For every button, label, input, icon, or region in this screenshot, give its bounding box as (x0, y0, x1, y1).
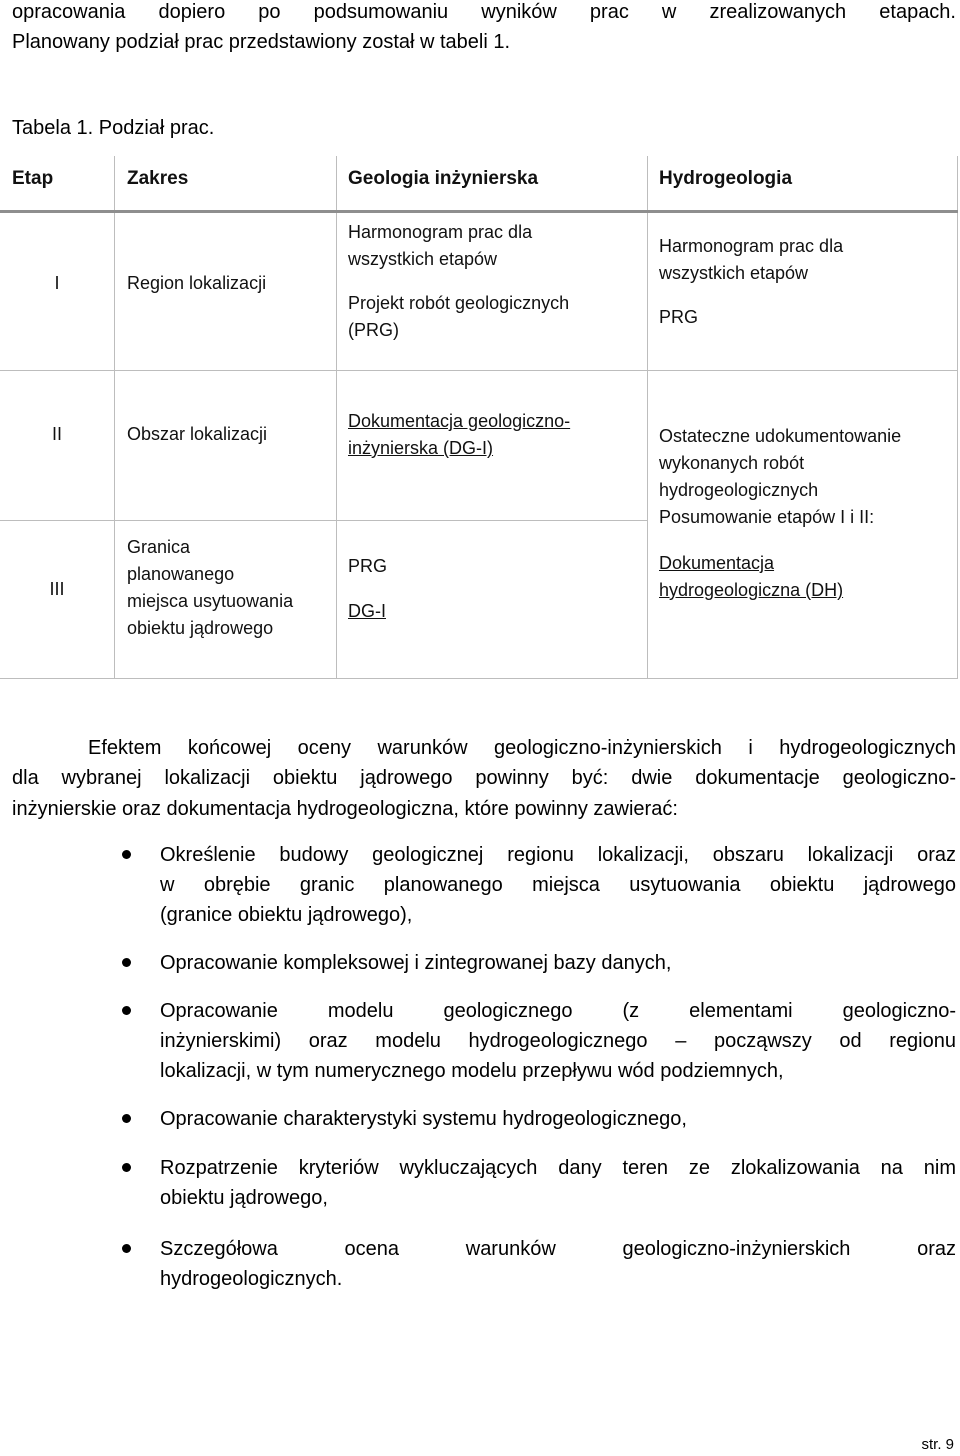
bullet-3-line-1: Opracowanie modelu geologicznego (z elementami geologiczno- (160, 1000, 956, 1022)
row1-geo-b: wszystkich etapów (348, 249, 498, 269)
paragraph-line-3: inżynierskie oraz dokumentacja hydrogeologiczna, które powinny zawierać: (12, 798, 678, 820)
intro-line-1: opracowania dopiero po podsumowaniu wyników prac w zrealizowanych etapach. (12, 1, 956, 23)
row-rule (0, 520, 648, 521)
bullet-5-line-2: obiektu jądrowego, (160, 1187, 328, 1209)
table-caption: Tabela 1. Podział prac. (12, 117, 215, 139)
bullet-4-line-1: Opracowanie charakterystyki systemu hydrogeologicznego, (160, 1108, 687, 1130)
bullet-icon (122, 1006, 131, 1015)
row-rule (0, 370, 958, 371)
row2-etap: II (51, 424, 62, 444)
paragraph-line-2: dla wybranej lokalizacji obiektu jądrowego powinny być: dwie dokumentacje geologiczno- (12, 767, 956, 789)
paragraph-line-1: Efektem końcowej oceny warunków geologiczno-inżynierskich i hydrogeologicznych (88, 737, 956, 759)
row2-zakres: Obszar lokalizacji (127, 424, 268, 444)
row1-zakres: Region lokalizacji (127, 273, 267, 293)
header-hydrogeologia: Hydrogeologia (659, 168, 793, 189)
row1-hydro-c: PRG (659, 307, 699, 327)
bullet-icon (122, 958, 131, 967)
row3-etap: III (49, 579, 65, 599)
row3-geo-a: PRG (348, 556, 388, 576)
bullet-icon (122, 1114, 131, 1123)
bullet-2-line-1: Opracowanie kompleksowej i zintegrowanej bazy danych, (160, 952, 672, 974)
row1-hydro-b: wszystkich etapów (659, 263, 809, 283)
intro-line-2: Planowany podział prac przedstawiony został w tabeli 1. (12, 31, 511, 53)
row2-geo-b: inżynierska (DG-I) (348, 438, 494, 458)
row1-etap: I (54, 273, 60, 293)
bullet-icon (122, 1244, 131, 1253)
bullet-1-line-2: w obrębie granic planowanego miejsca usytuowania obiektu jądrowego (160, 874, 956, 896)
row3-zakres-c: miejsca usytuowania (127, 591, 294, 611)
table-divider (114, 156, 115, 679)
row2-geo-a: Dokumentacja geologiczno- (348, 411, 571, 431)
bullet-icon (122, 850, 131, 859)
table-divider (647, 156, 648, 679)
table-bottom-rule (0, 678, 958, 679)
header-rule (0, 210, 958, 213)
hydro-merged-a: Ostateczne udokumentowanie (659, 426, 902, 446)
row3-zakres-a: Granica (127, 537, 191, 557)
bullet-3-line-2: inżynierskimi) oraz modelu hydrogeologicznego – począwszy od regionu (160, 1030, 956, 1052)
bullet-6-line-1: Szczegółowa ocena warunków geologiczno-inżynierskich oraz (160, 1238, 956, 1260)
bullet-5-line-1: Rozpatrzenie kryteriów wykluczających dany teren ze zlokalizowania na nim (160, 1157, 956, 1179)
bullet-6-line-2: hydrogeologicznych. (160, 1268, 343, 1290)
bullet-icon (122, 1163, 131, 1172)
row3-zakres-d: obiektu jądrowego (127, 618, 274, 638)
hydro-merged-e: Dokumentacja (659, 553, 775, 573)
header-zakres: Zakres (127, 168, 189, 189)
hydro-merged-c: hydrogeologicznych (659, 480, 819, 500)
row3-geo-b: DG-I (348, 601, 386, 621)
row1-geo-d: (PRG) (348, 320, 399, 340)
work-division-table (0, 156, 958, 679)
bullet-1-line-1: Określenie budowy geologicznej regionu lokalizacji, obszaru lokalizacji oraz (160, 844, 956, 866)
row3-zakres-b: planowanego (127, 564, 235, 584)
row1-geo-c: Projekt robót geologicznych (348, 293, 570, 313)
row1-geo-a: Harmonogram prac dla (348, 222, 533, 242)
bullet-3-line-3: lokalizacji, w tym numerycznego modelu przepływu wód podziemnych, (160, 1060, 784, 1082)
row1-hydro-a: Harmonogram prac dla (659, 236, 844, 256)
hydro-merged-f: hydrogeologiczna (DH) (659, 580, 844, 600)
hydro-merged-b: wykonanych robót (659, 453, 805, 473)
table-divider (957, 156, 958, 679)
hydro-merged-d: Posumowanie etapów I i II: (659, 507, 875, 527)
bullet-1-line-3: (granice obiektu jądrowego), (160, 904, 413, 926)
header-etap: Etap (12, 168, 54, 189)
page-number: str. 9 (921, 1436, 954, 1453)
table-divider (336, 156, 337, 679)
header-geologia: Geologia inżynierska (348, 168, 539, 189)
